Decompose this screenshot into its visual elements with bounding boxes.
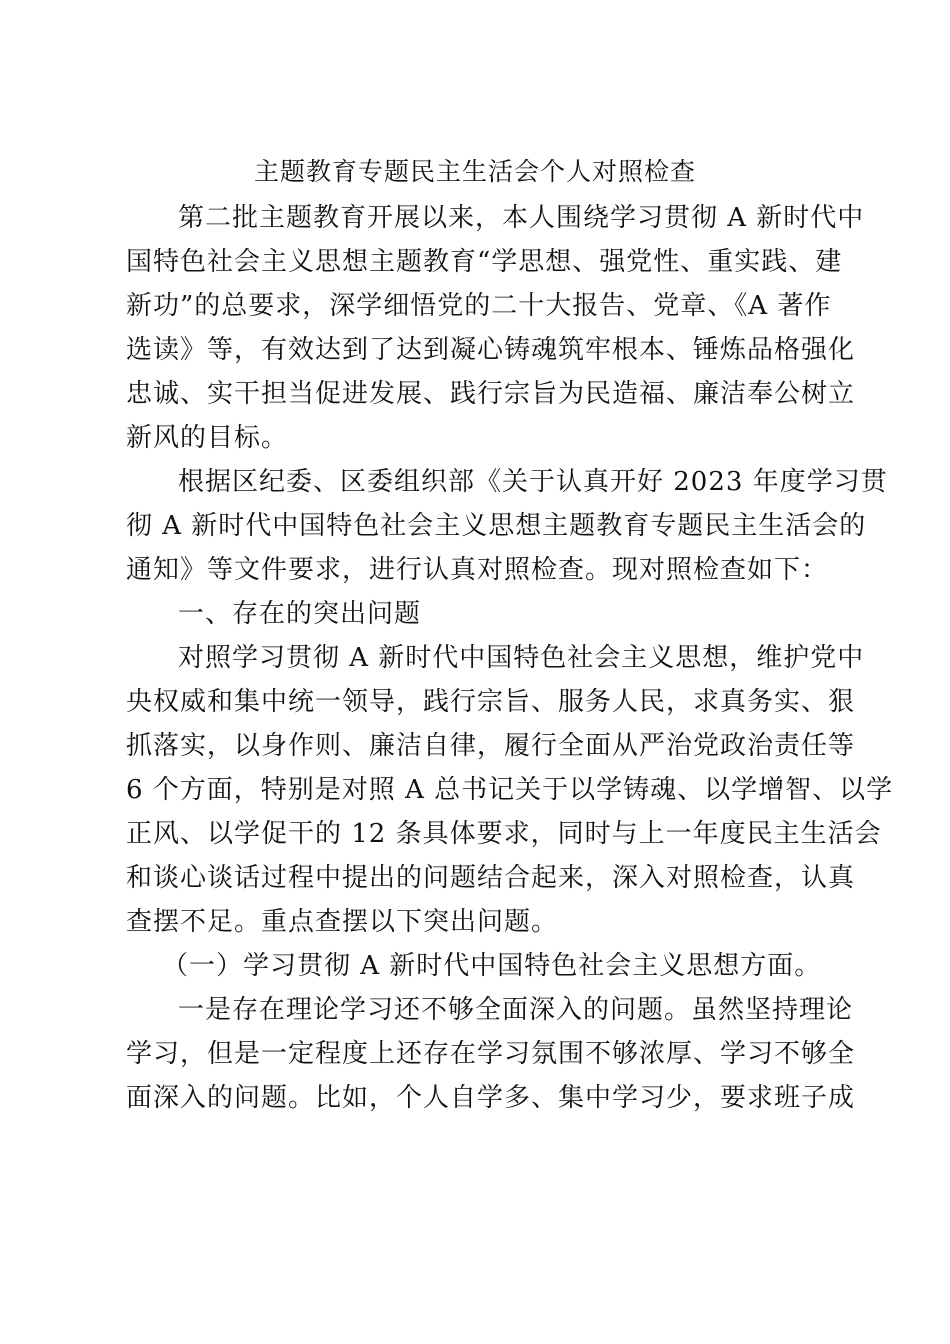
paragraph-problems xyxy=(126,636,894,944)
text-line: 忠诚、实干担当促进发展、践行宗旨为民造福、廉洁奉公树立 xyxy=(126,379,856,409)
text-line: 和谈心谈话过程中提出的问题结合起来，深入对照检查，认真 xyxy=(126,863,856,893)
text-line: 央权威和集中统一领导，践行宗旨、服务人民，求真务实、狠 xyxy=(126,687,856,717)
text-line: 6 个方面，特别是对照 A 总书记关于以学铸魂、以学增智、以学 xyxy=(126,775,894,805)
section-heading: 一、存在的突出问题 xyxy=(178,599,422,629)
text-line: 通知》等文件要求，进行认真对照检查。现对照检查如下： xyxy=(126,555,829,585)
paragraph-intro xyxy=(126,196,865,460)
document-title: 主题教育专题民主生活会个人对照检查 xyxy=(253,157,696,186)
text-line: 抓落实，以身作则、廉洁自律，履行全面从严治党政治责任等 xyxy=(126,731,856,761)
paragraph-theory-study xyxy=(126,988,856,1120)
text-line: 学习，但是一定程度上还存在学习氛围不够浓厚、学习不够全 xyxy=(126,1039,856,1069)
text-line: 彻 A 新时代中国特色社会主义思想主题教育专题民主生活会的 xyxy=(126,511,867,541)
text-line: 正风、以学促干的 12 条具体要求，同时与上一年度民主生活会 xyxy=(126,819,882,849)
text-line: 选读》等，有效达到了达到凝心铸魂筑牢根本、锤炼品格强化 xyxy=(126,335,856,365)
text-line: 第二批主题教育开展以来，本人围绕学习贯彻 A 新时代中 xyxy=(178,203,865,233)
paragraph-basis xyxy=(126,460,888,592)
document-body xyxy=(126,196,894,1120)
text-line: 面深入的问题。比如，个人自学多、集中学习少，要求班子成 xyxy=(126,1083,856,1113)
text-line: 查摆不足。重点查摆以下突出问题。 xyxy=(126,907,559,937)
text-line: 一是存在理论学习还不够全面深入的问题。虽然坚持理论 xyxy=(178,995,854,1025)
text-line: 新风的目标。 xyxy=(126,423,289,453)
text-line: 新功”的总要求，深学细悟党的二十大报告、党章、《A 著作 xyxy=(126,291,832,321)
text-line: 对照学习贯彻 A 新时代中国特色社会主义思想，维护党中 xyxy=(178,643,865,673)
text-line: 国特色社会主义思想主题教育“学思想、强党性、重实践、建 xyxy=(126,247,843,277)
subsection-heading: （一）学习贯彻 A 新时代中国特色社会主义思想方面。 xyxy=(162,951,822,981)
text-line: 根据区纪委、区委组织部《关于认真开好 2023 年度学习贯 xyxy=(178,467,888,497)
